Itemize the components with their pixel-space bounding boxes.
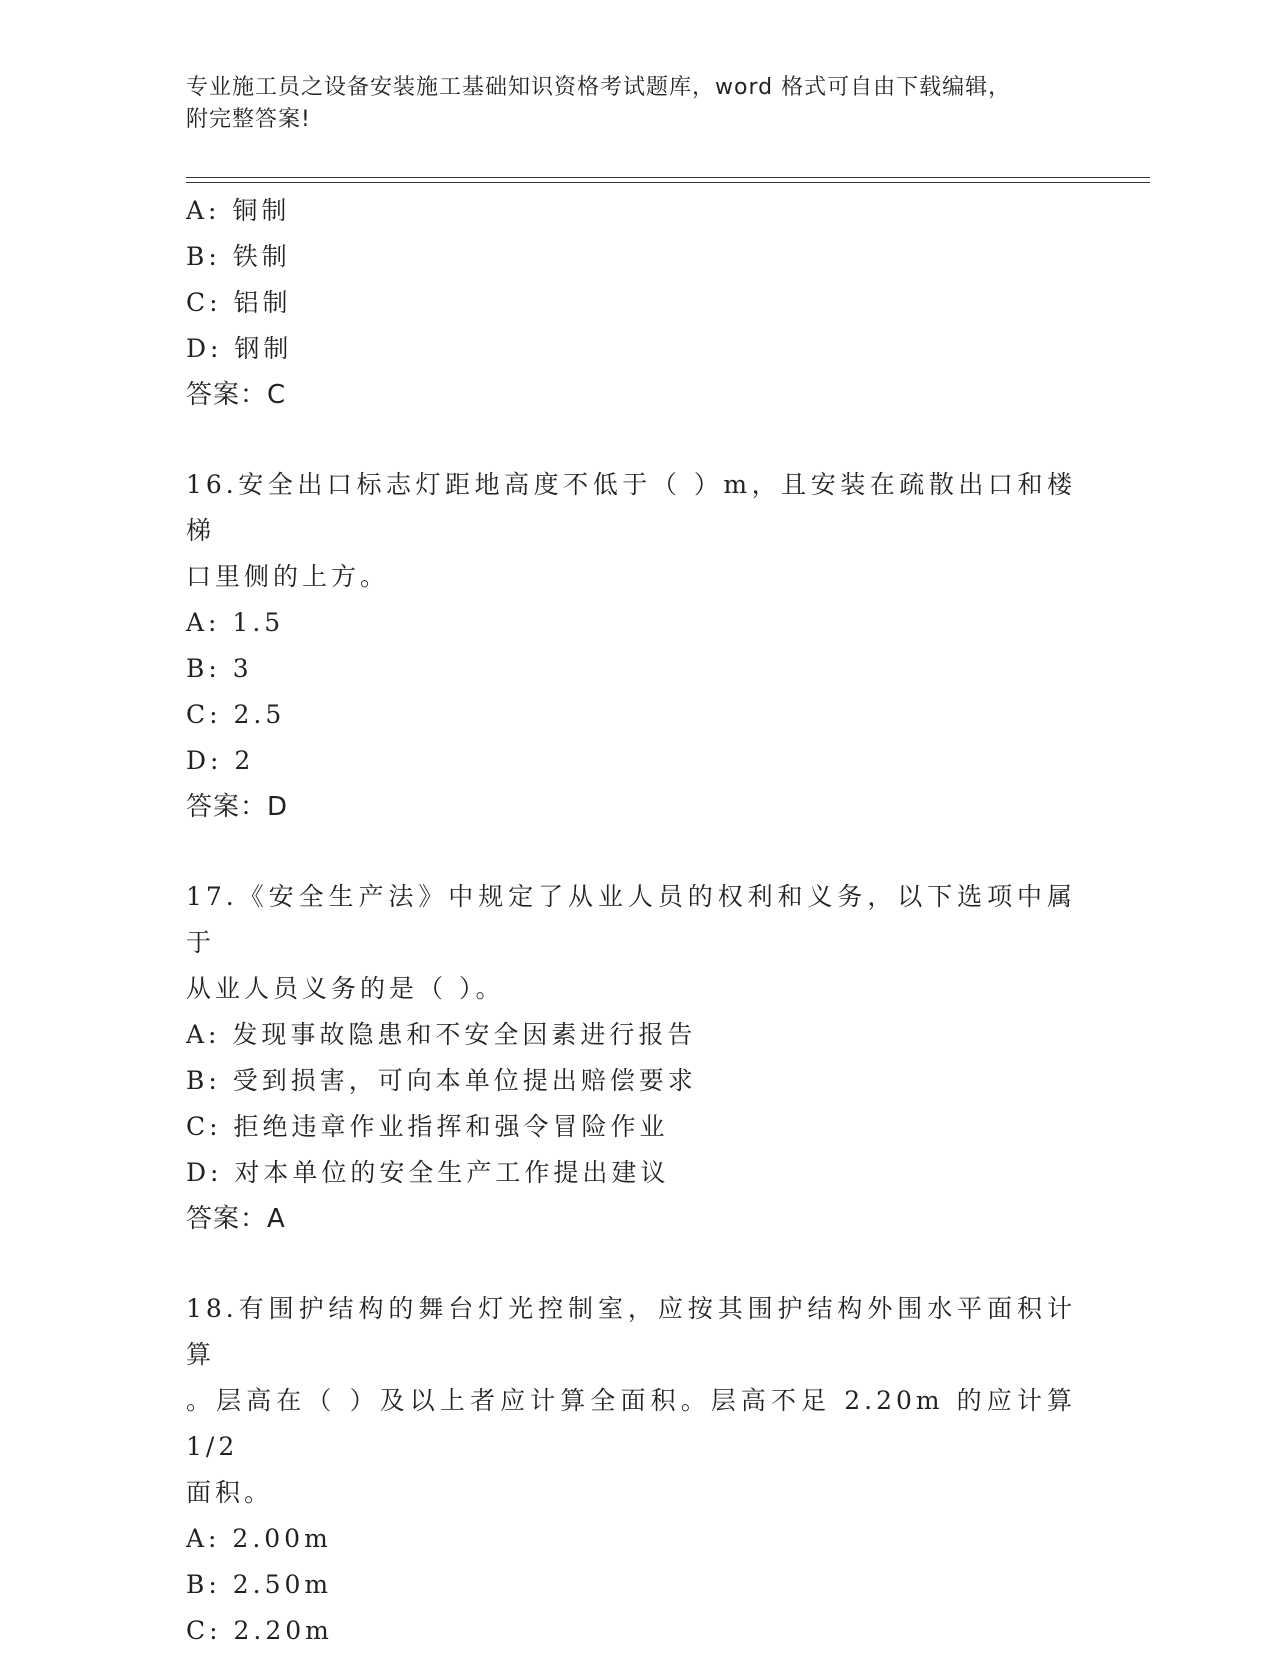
question-line: 口里侧的上方。 [186, 562, 390, 591]
option-d: D: 钢制 [186, 334, 293, 363]
header-line-2: 附完整答案! [186, 107, 311, 132]
spacer [186, 418, 1086, 462]
question-text [186, 874, 1076, 1012]
option-a: A: 1.5 [186, 608, 285, 637]
option-c: C: 拒绝违章作业指挥和强令冒险作业 [186, 1112, 669, 1141]
option-b: B: 3 [186, 654, 253, 683]
header-line-1: 专业施工员之设备安装施工基础知识资格考试题库，word 格式可自由下载编辑， [186, 75, 1012, 100]
question-text [186, 462, 1076, 600]
document-header [186, 72, 1066, 136]
option-c: C: 2.20m [186, 1616, 333, 1645]
option-d: D: 2 [186, 746, 255, 775]
question-line: 17.《安全生产法》中规定了从业人员的权利和义务，以下选项中属于 [186, 882, 1076, 957]
question-18-block [186, 1286, 1086, 1654]
option-a: A: 2.00m [186, 1524, 332, 1553]
question-line: 从业人员义务的是（ ）。 [186, 974, 505, 1003]
option-c: C: 2.5 [186, 700, 286, 729]
question-text [186, 1286, 1076, 1516]
header-double-rule [186, 177, 1150, 183]
spacer [186, 1242, 1086, 1286]
question-line: 18.有围护结构的舞台灯光控制室，应按其围护结构外围水平面积计算 [186, 1294, 1076, 1369]
question-15-block [186, 188, 1086, 418]
question-line: 16.安全出口标志灯距地高度不低于（ ）m，且安装在疏散出口和楼梯 [186, 470, 1076, 545]
option-a: A: 铜制 [186, 196, 291, 225]
answer-line: 答案：A [186, 1204, 286, 1234]
spacer [186, 830, 1086, 874]
option-c: C: 铝制 [186, 288, 292, 317]
question-17-block [186, 874, 1086, 1242]
option-d: D: 对本单位的安全生产工作提出建议 [186, 1158, 670, 1187]
option-b: B: 2.50m [186, 1570, 333, 1599]
option-b: B: 受到损害，可向本单位提出赔偿要求 [186, 1066, 697, 1095]
question-line: 。层高在（ ）及以上者应计算全面积。层高不足 2.20m 的应计算 1/2 [186, 1386, 1076, 1461]
document-body [186, 188, 1086, 1654]
question-16-block [186, 462, 1086, 830]
option-a: A: 发现事故隐患和不安全因素进行报告 [186, 1020, 697, 1049]
question-line: 面积。 [186, 1478, 274, 1507]
answer-line: 答案：D [186, 792, 289, 822]
option-b: B: 铁制 [186, 242, 291, 271]
answer-line: 答案：C [186, 380, 287, 410]
